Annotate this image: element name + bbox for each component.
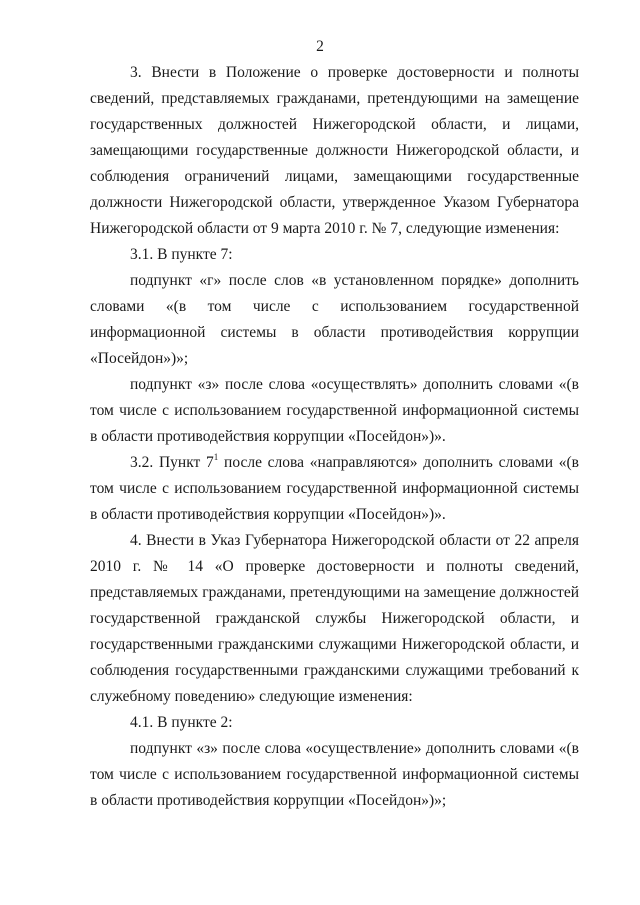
paragraph-item-3: 3. Внести в Положение о проверке достоверности и полноты сведений, представляемых гражданами, претендующими на замещение государственных должностей Нижегородской области, и лицами, замещающими государственные должности Нижегородской области, и соблюдения ограничений лицами, замещающими государственные должности Нижегородской области, утвержденное Указом Губернатора Нижегородской области от 9 марта 2010 г. № 7, следующие изменения: — [90, 64, 579, 237]
paragraph-item-4-1: 4.1. В пункте 2: — [130, 714, 233, 731]
paragraph-item-3-2-end: после слова «направляются» дополнить словами «(в том числе с использованием государственной информационной системы в области противодействия коррупции «Посейдон»)». — [90, 454, 579, 523]
paragraph-subitem-g: подпункт «г» после слов «в установленном порядке» дополнить словами «(в том числе с использованием государственной информационной системы в области противодействия коррупции «Посейдон»)»; — [90, 272, 579, 367]
superscript-index: 1 — [213, 452, 219, 462]
page-number: 2 — [316, 38, 324, 55]
paragraph-item-3-2-start: 3.2. Пункт 7 — [130, 454, 214, 471]
paragraph-item-4: 4. Внести в Указ Губернатора Нижегородской области от 22 апреля 2010 г. № 14 «О проверке достоверности и полноты сведений, представляемых гражданами, претендующими на замещение должностей государственной гражданской службы Нижегородской области, и государственными гражданскими служащими Нижегородской области, и соблюдения государственными гражданскими служащими требований к служебному поведению» следующие изменения: — [90, 532, 579, 705]
document-body — [90, 60, 579, 814]
paragraph-subitem-z-2: подпункт «з» после слова «осуществление» дополнить словами «(в том числе с использованием государственной информационной системы в области противодействия коррупции «Посейдон»)»; — [90, 740, 579, 809]
paragraph-item-3-1: 3.1. В пункте 7: — [130, 246, 233, 263]
paragraph-subitem-z: подпункт «з» после слова «осуществлять» дополнить словами «(в том числе с использованием государственной информационной системы в области противодействия коррупции «Посейдон»)». — [90, 376, 579, 445]
paragraph-item-3-2 — [90, 450, 579, 528]
